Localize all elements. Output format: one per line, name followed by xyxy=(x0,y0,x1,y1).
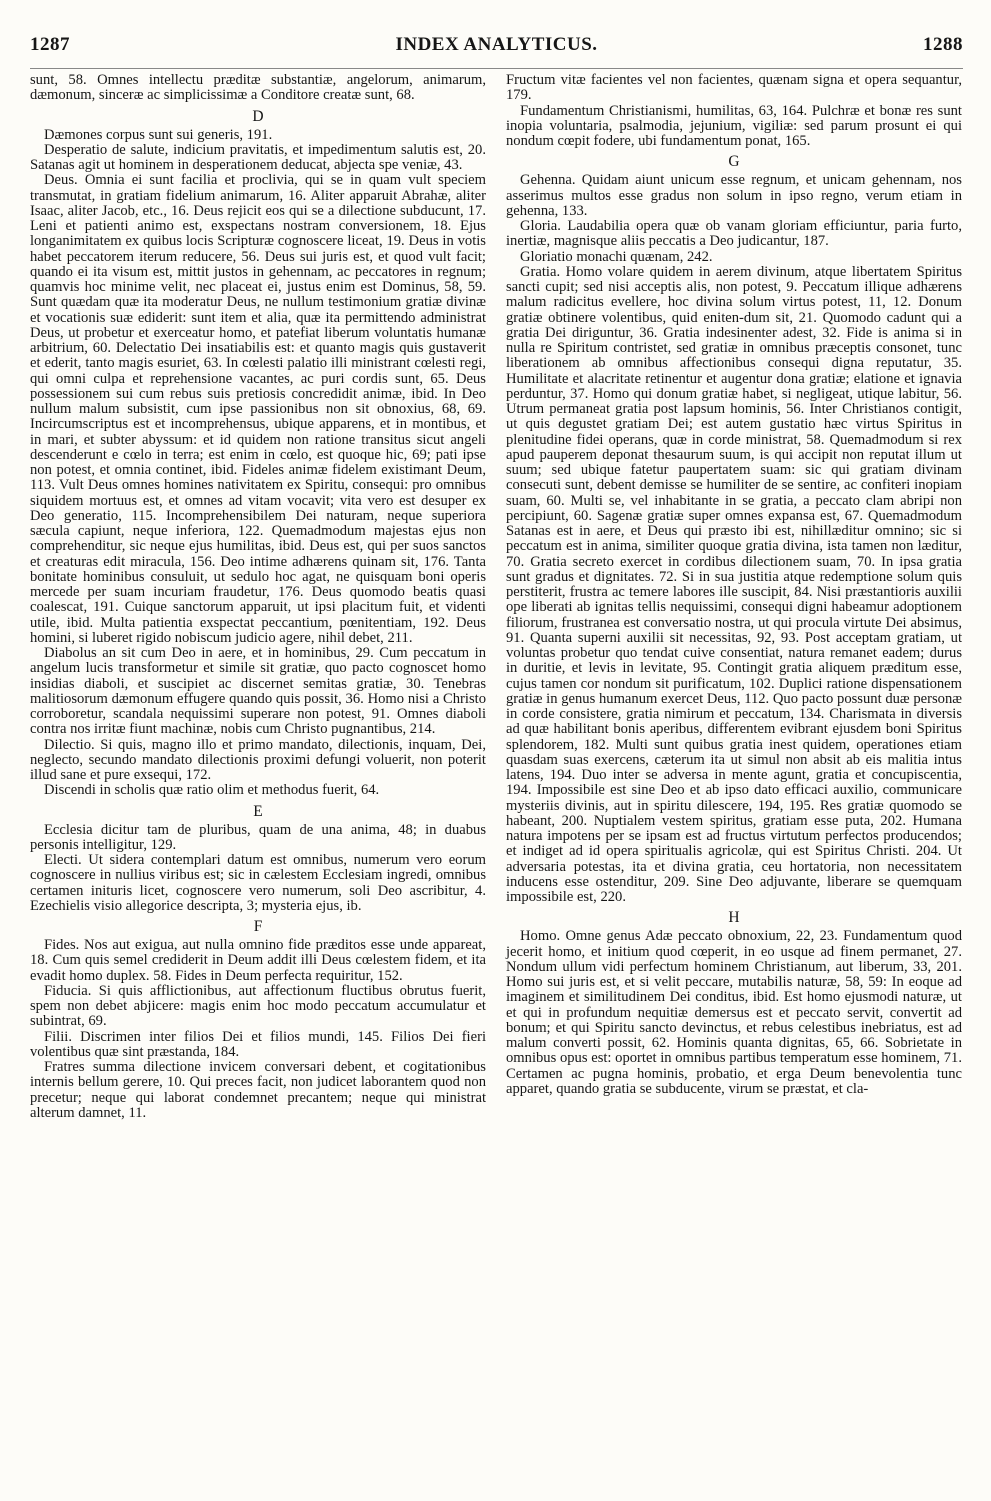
index-entry: Fundamentum Christianismi, humilitas, 63, 164. Pulchræ et bonæ res sunt inopia voluntaria, psalmodia, jejunium, vigiliæ: sed parum prosunt ei qui nondum cœpit fodere, ubi fundamentum ponat, 165. xyxy=(506,102,962,149)
running-title: INDEX ANALYTICUS. xyxy=(395,34,598,55)
index-entry: Homo. Omne genus Adæ peccato obnoxium, 22, 23. Fundamentum quod jecerit homo, et initium quod cœperit, in eo usque ad finem permanet, 27. Nondum ullum vidi perfectum hominem Christianum, aut liberum, 33, 201. Homo sui juris est, et si velit peccare, mutabilis naturæ, 58, 59: In eoque ad imaginem et similitudinem Dei conditus, ibid. Est homo ejusmodi naturæ, ut et qui in profundum nequitiæ demersus est et peccato servit, convertit ad bonum; et qui Spiritu sancto devinctus, et rebus celestibus inebriatus, est ad malum converti possit, 62. Hominis quanta dignitas, 65, 66. Sobrietate in omnibus opus est: oportet in omnibus partibus temperatum esse hominem, 71. Certamen ac pugna hominis, probatio, et erga Deum benevolentia tunc apparet, quando gratia se subducente, virum se præstat, et cla- xyxy=(506,928,962,1097)
index-entry: Dilectio. Si quis, magno illo et primo mandato, dilectionis, inquam, Dei, neglecto, secundo mandato dilectionis proximi defungi voluerit, non poterit illud sane et pure exsequi, 172. xyxy=(30,736,486,783)
index-entry: Dæmones corpus sunt sui generis, 191. xyxy=(44,126,273,143)
section-letter: H xyxy=(728,909,740,927)
section-letter: F xyxy=(253,918,263,935)
index-entry: Discendi in scholis quæ ratio olim et methodus fuerit, 64. xyxy=(44,782,380,799)
section-letter: D xyxy=(252,107,264,125)
index-entry: sunt, 58. Omnes intellectu præditæ substantiæ, angelorum, animarum, dæmonum, sinceræ ac simplicissimæ a Conditore creatæ sunt, 68. xyxy=(30,72,486,104)
section-letter: E xyxy=(253,802,263,820)
index-entry: Gloria. Laudabilia opera quæ ob vanam gloriam efficiuntur, paria furto, inertiæ, magnisque aliis peccatis a Deo judicantur, 187. xyxy=(506,218,962,250)
running-header xyxy=(30,34,963,69)
index-entry: Electi. Ut sidera contemplari datum est omnibus, numerum vero eorum cognoscere in nullius viribus est; sic in cælestem Ecclesiam ingredi, omnibus certamen inituris licet, cognoscere vero numerum, soli Deo ascribitur, 4. Ezechielis visio allegorice descripta, 3; mysteria ejus, ib. xyxy=(30,852,486,914)
index-entry: Fides. Nos aut exigua, aut nulla omnino fide præditos esse unde appareat, 18. Cum quis semel crediderit in Deum addit illi Deus cœlestem fidem, et ita evadit homo duplex. 58. Fides in Deum perfecta requiritur, 152. xyxy=(30,937,486,984)
two-column-body xyxy=(30,73,963,1121)
index-entry: Ecclesia dicitur tam de pluribus, quam de una anima, 48; in duabus personis intelligitur, 129. xyxy=(30,821,486,853)
index-entry: Deus. Omnia ei sunt facilia et proclivia, qui se in quam vult speciem transmutat, in gratiam fidelium animarum, 16. Aliter apparuit Abrahæ, aliter Isaac, aliter Jacob, etc., 16. Deus rejicit eos qui se a dilectione subducunt, 17. Leni et patienti animo est, exspectans nostram conversionem, 18. Ejus longanimitatem ex quibus locis Scripturæ cognoscere liceat, 19. Deus in votis habet peccatorem iterum reducere, 56. Deus sui juris est, et quod vult facit; quando ei ita visum est, mittit justos in gehennam, ac peccatores in regnum; quamvis hoc minime velit, nec placeat ei, justus enim est Dominus, 58, 59. Sunt quædam quæ ita moderatur Deus, ne nullum testimonium gratiæ divinæ et vocationis suæ ediderit: sunt item et alia, quæ ita permittendo administrat Deus, ut probetur et exerceatur homo, et patefiat liberum voluntatis humanæ arbitrium, 60. Delectatio Dei insatiabilis est: et quanto magis quis gustaverit et ederit, tanto magis esuriet, 63. In cœlesti palatio illi ministrant cœlesti regi, qui omni culpa et reprehensione vacantes, ac puri cordis sunt, 65. Deus possessionem sui cum rebus suis pretiosis concredidit animæ, ibid. In Deo nullum malum subsistit, cum ipse passionibus non sit obnoxius, 68, 69. Incircumscriptus est et incomprehensus, ubique apparens, et in montibus, et in mari, et subter abyssum: et id quidem non ratione transitus sicut angeli descenderunt e cœlo in terra; est enim in cœlo, est quoque hic, 69; pati ipse non potest, et omnia continet, ibid. Fideles animæ fidelem existimant Deum, 113. Vult Deus omnes homines nativitatem ex Spiritu, consequi: pro omnibus siquidem mortuus est, et omnes ad vitam vocavit; vita vero est desuper ex Deo generatio, 115. Incomprehensibilem Dei naturam, neque superiora sæcula capiunt, neque inferiora, 122. Quemadmodum majestas ejus non comprehenditur, sic neque ejus humilitas, ibid. Deus est, qui per suos sanctos et creaturas edit miracula, 156. Deo intime adhærens quinam sit, 176. Tanta bonitate hominibus consuluit, ut sedulo hoc agat, ne quisquam boni operis mercede per suam incuriam fraudetur, 176. Deus quomodo beatis quasi coalescat, 191. Cuique sanctorum apparuit, ut ipsi placitum fuit, et videnti utile, ibid. Multa patientia exspectat peccantium, pœnitentiam, 192. Deus homini, si luberet rigido nobiscum judicio agere, nihil debet, 211. xyxy=(30,172,486,646)
right-column xyxy=(506,73,962,1121)
index-entry: Gloriatio monachi quænam, 242. xyxy=(520,248,713,265)
right-page-number: 1288 xyxy=(922,34,963,55)
section-letter: G xyxy=(728,153,740,171)
index-entry: Fratres summa dilectione invicem conversari debent, et cogitationibus internis bellum gerere, 10. Qui preces facit, non judicet laborantem quod non precetur; neque qui laborat condemnet precantem; neque qui ministrat alterum damnet, 11. xyxy=(30,1059,486,1121)
index-entry: Diabolus an sit cum Deo in aere, et in hominibus, 29. Cum peccatum in angelum lucis transformetur et simile sit gratiæ, quo pacto cognoscet homo insidias diaboli, et suscipiet ac discernet semitas gratiæ, 30. Tenebras malitiosorum dæmonum effugere quando quis possit, 36. Homo nisi a Christo corroboretur, scandala nequissimi superare non potest, 91. Omnes diaboli contra nos irritæ fiunt machinæ, nobis cum Christo pugnantibus, 214. xyxy=(30,645,486,738)
index-entry: Desperatio de salute, indicium pravitatis, et impedimentum salutis est, 20. Satanas agit ut hominem in desperationem deducat, abjecta spe veniæ, 43. xyxy=(30,141,486,173)
index-entry: Filii. Discrimen inter filios Dei et filios mundi, 145. Filios Dei fieri volentibus quæ sint præstanda, 184. xyxy=(30,1028,486,1060)
left-page-number: 1287 xyxy=(30,34,70,55)
left-column xyxy=(30,73,486,1121)
index-entry: Fructum vitæ facientes vel non facientes, quænam signa et opera sequantur, 179. xyxy=(506,72,962,104)
index-entry: Gratia. Homo volare quidem in aerem divinum, atque libertatem Spiritus sancti cupit; sed nisi acceptis alis, non potest, 9. Peccatum illique adhærens malum radicitus evellere, hoc divina solum virtus potest, 11, 12. Donum gratiæ obtinere volentibus, quid eniten-dum sit, 21. Quomodo cadunt qui a gratia Dei diriguntur, 36. Gratia indesinenter adest, 32. Fide is anima si in nulla re Spiritum contristet, sed gratiæ in omnibus præceptis consonet, tunc liberationem ab omnibus affectionibus consequi digna reputatur, 35. Humilitate et alacritate retinentur et augentur dona gratiæ; elatione et ignavia perduntur, 37. Homo qui donum gratiæ habet, si negligeat, utique labitur, 56. Utrum permaneat gratia post lapsum hominis, 56. Inter Christianos contigit, ut quis degustet gratiam Dei; est autem gustatio hæc virtus Spiritus in plenitudine fidei operans, quæ in corde ministrat, 58. Quemadmodum si rex apud pauperem deponat thesaurum suum, is qui accipit non reputat illum ut suum; sed ubique fatetur paupertatem suam: sic qui gratiam divinam consecuti sunt, debent demisse se humiliter de se sentire, ac confiteri inopiam suam, 60. Multi se, vel inhabitante in se gratia, a peccato clam abripi non percipiunt, 60. Sagenæ gratiæ super omnes expansa est, 67. Quemadmodum Satanas est in aere, et Deus qui præsto ibi est, nihillæditur omnino; sic si peccatum est in anima, similiter quoque gratia divina, ista tamen non læditur, 70. Gratia secreto exercet in cordibus dilectionem suam, 70. In ipsa gratia sunt gradus et dignitates. 72. Si in sua justitia atque redemptione solum quis perstiterit, frustra ac temere labores ille suscipit, 84. Nisi præstantioris auxilii ope liberati ab ignitas tellis nequissimi, consequi digni habeamur adoptionem filiorum, frustranea est conversatio nostra, ut qui procula virtute Dei absimus, 91. Quanta superni auxilii sit necessitas, 92, 93. Post acceptam gratiam, ut voluntas probetur quo tendat cuive consentiat, natura remanet eadem; durus in duritie, et levis in levitate, 95. Contingit gratia aliquem præditum esse, cujus tamen cor nondum sit purificatum, 102. Duplici ratione dispensationem gratiæ in genus humanum exercet Deus, 112. Quo pacto possunt duæ personæ in corde consistere, gratia nimirum et peccatum, 134. Charismata in diversis ad quæ habilitant bonis aperibus, differentem evibrant ejusdem boni Spiritus splendorem, 182. Multi sunt quibus gratia inest quidem, operationes etiam quasdam suas exercens, cæterum ita ut simul non absit ab eis malitia intus latens, 194. Duo inter se adversa in mente agunt, gratia et concupiscentia, 194. Impossibile est sine Deo et ab ipso dato efficaci auxilio, communicare mysteriis divinis, aut in spiritu dilescere, 194, 195. Res gratiæ quomodo se habeant, 200. Nuptialem vestem spiritus, gratiam esse puta, 202. Humana natura impotens per se ipsam est ad fructus virtutum perfectos producendos; et indiget ad id opera spiritualis agricolæ, qui est Spiritus Christi. 204. Ut adversaria potestas, ita et divina gratia, ceu hortatoria, non necessitatem inducens esse ostenditur, 209. Sine Deo adjuvante, liberare se quemquam impossibile est, 220. xyxy=(506,263,962,905)
index-entry: Fiducia. Si quis afflictionibus, aut affectionum fluctibus obrutus fuerit, spem non debet abjicere: magis enim hoc modo peccatum accumulatur et subintrat, 69. xyxy=(30,982,486,1030)
index-entry: Gehenna. Quidam aiunt unicum esse regnum, et unicam gehennam, nos asserimus multos esse gradus non solum in ipso regno, verum etiam in gehenna, 133. xyxy=(506,172,962,219)
